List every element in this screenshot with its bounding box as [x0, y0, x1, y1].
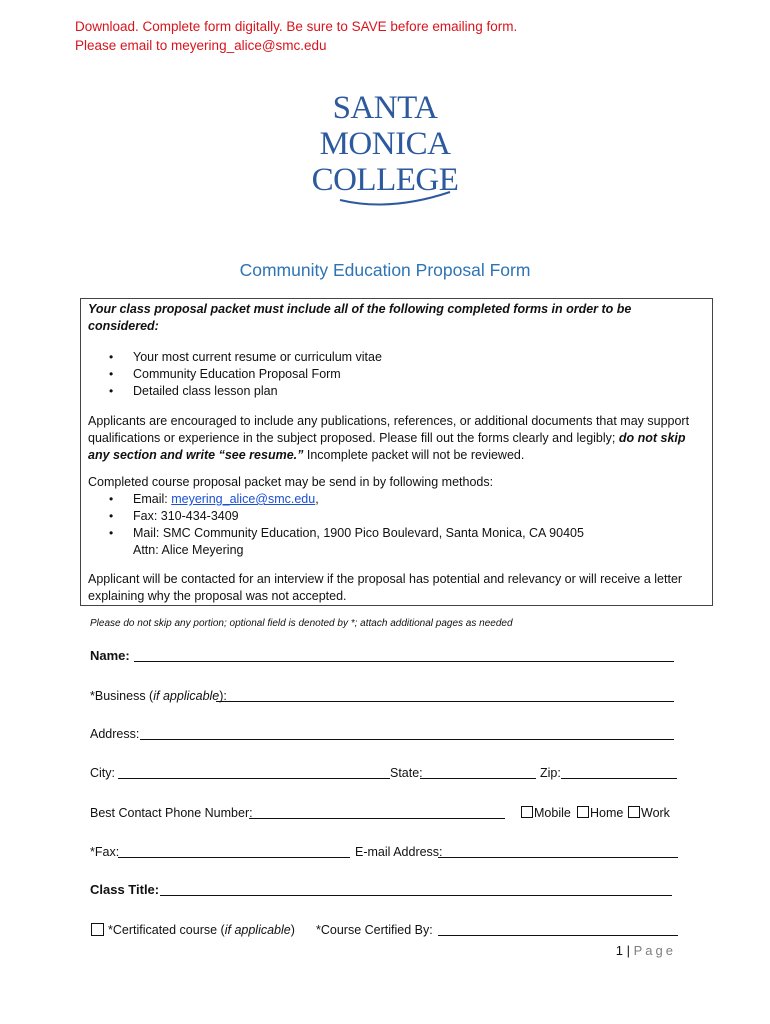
mobile-label: Mobile — [534, 806, 571, 820]
required-item-lesson-plan: Detailed class lesson plan — [133, 384, 278, 398]
name-label: Name: — [90, 648, 130, 663]
city-field[interactable] — [118, 778, 390, 779]
state-field[interactable] — [420, 778, 536, 779]
zip-field[interactable] — [561, 778, 677, 779]
method-email-label: Email: — [133, 492, 172, 506]
email-link[interactable]: meyering_alice@smc.edu — [171, 492, 316, 506]
required-item-proposal-form: Community Education Proposal Form — [133, 367, 341, 381]
instructions-heading-line-2: considered: — [88, 319, 159, 333]
business-label-suffix: ): — [219, 689, 227, 703]
bullet-icon: • — [109, 509, 114, 523]
download-notice-line-1: Download. Complete form digitally. Be sure to SAVE before emailing form. — [75, 19, 518, 34]
name-field[interactable] — [134, 661, 674, 662]
page-number: 1 — [615, 943, 624, 958]
home-label: Home — [590, 806, 624, 820]
fax-label: *Fax: — [90, 845, 120, 859]
course-certified-by-field[interactable] — [438, 935, 678, 936]
address-label: Address: — [90, 727, 140, 741]
required-item-resume: Your most current resume or curriculum vitae — [133, 350, 382, 364]
encourage-paragraph-line-2-emphasis: do not skip — [618, 431, 686, 445]
encourage-paragraph-line-2 — [88, 430, 686, 447]
phone-label: Best Contact Phone Number: — [90, 806, 253, 820]
email-label: E-mail Address: — [355, 845, 443, 859]
page-word: Page — [633, 943, 676, 958]
bullet-icon: • — [109, 492, 114, 506]
logo-line-monica: MONICA — [319, 126, 451, 162]
bullet-icon: • — [109, 384, 114, 398]
certificated-course-checkbox[interactable] — [91, 923, 104, 936]
class-title-label: Class Title: — [90, 882, 160, 897]
method-email — [133, 491, 319, 508]
methods-intro: Completed course proposal packet may be send in by following methods: — [88, 475, 494, 489]
phone-field[interactable] — [249, 818, 505, 819]
email-notice-line-2: Please email to meyering_alice@smc.edu — [75, 38, 327, 53]
logo-line-santa: SANTA — [332, 90, 438, 126]
contact-paragraph-line-1: Applicant will be contacted for an interview if the proposal has potential and relevancy or will receive a letter — [88, 572, 683, 586]
business-label — [90, 688, 227, 704]
address-field[interactable] — [140, 739, 674, 740]
state-label: State: — [390, 766, 423, 780]
logo-underline-swoosh-icon — [300, 88, 470, 208]
certificated-label-optional: if applicable — [224, 923, 291, 937]
work-label: Work — [641, 806, 670, 820]
work-checkbox[interactable] — [628, 806, 640, 818]
optional-field-note: Please do not skip any portion; optional field is denoted by *; attach additional pages as needed — [90, 618, 513, 629]
zip-label: Zip: — [540, 766, 561, 780]
method-mail-attn: Attn: Alice Meyering — [133, 543, 244, 557]
encourage-paragraph-line-3 — [88, 447, 524, 464]
method-fax: Fax: 310-434-3409 — [133, 509, 239, 523]
certificated-label-suffix: ) — [290, 923, 295, 937]
city-label: City: — [90, 766, 115, 780]
certificated-course-label — [108, 922, 295, 938]
encourage-paragraph-line-2-text: qualifications or experience in the subject proposed. Please fill out the forms clearly and legibly; — [88, 431, 619, 445]
logo-line-college: COLLEGE — [311, 162, 459, 198]
santa-monica-college-logo — [300, 88, 470, 208]
encourage-paragraph-line-3-emphasis: any section and write “see resume.” — [88, 448, 304, 462]
encourage-paragraph-line-3-text: Incomplete packet will not be reviewed. — [303, 448, 525, 462]
bullet-icon: • — [109, 350, 114, 364]
email-field[interactable] — [438, 857, 678, 858]
instructions-box — [80, 298, 713, 606]
form-title: Community Education Proposal Form — [239, 260, 531, 280]
fax-field[interactable] — [118, 857, 350, 858]
instructions-heading-line-1: Your class proposal packet must include all of the following completed forms in order to be — [88, 302, 632, 316]
certificated-label-prefix: *Certificated course ( — [108, 923, 225, 937]
business-label-optional: if applicable — [153, 689, 220, 703]
business-field[interactable] — [216, 701, 674, 702]
course-certified-by-label: *Course Certified By: — [316, 923, 433, 937]
encourage-paragraph-line-1: Applicants are encouraged to include any publications, references, or additional documents that may support — [88, 414, 690, 428]
page-footer — [616, 943, 676, 958]
method-email-comma: , — [315, 492, 319, 506]
mobile-checkbox[interactable] — [521, 806, 533, 818]
contact-paragraph-line-2: explaining why the proposal was not accepted. — [88, 589, 347, 603]
home-checkbox[interactable] — [577, 806, 589, 818]
bullet-icon: • — [109, 367, 114, 381]
business-label-prefix: *Business ( — [90, 689, 154, 703]
page-separator: | — [623, 943, 634, 958]
bullet-icon: • — [109, 526, 114, 540]
class-title-field[interactable] — [160, 895, 672, 896]
method-mail: Mail: SMC Community Education, 1900 Pico Boulevard, Santa Monica, CA 90405 — [133, 526, 584, 540]
